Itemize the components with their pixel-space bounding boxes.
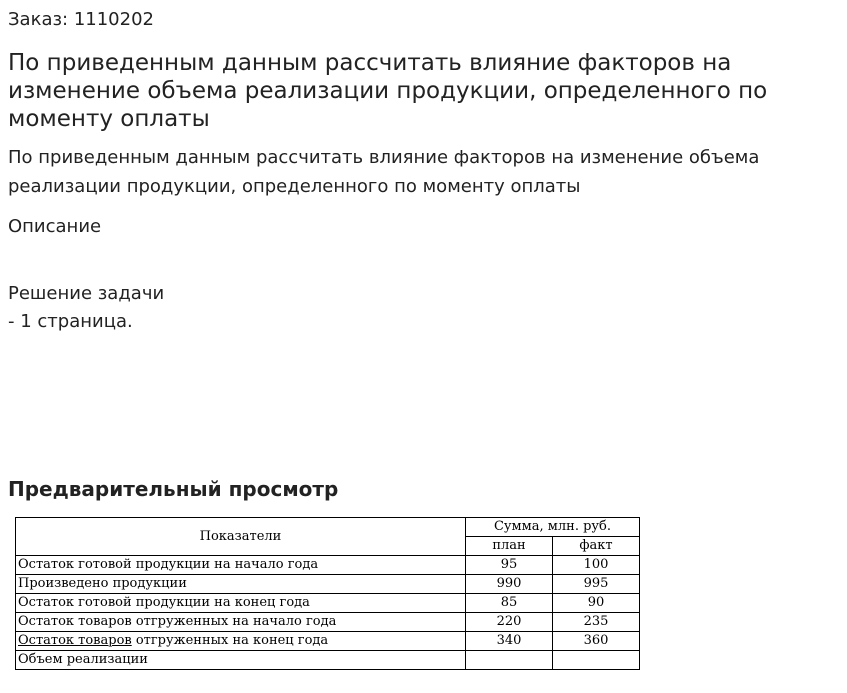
- row-fact: 360: [553, 632, 640, 651]
- header-indicator: Показатели: [16, 518, 466, 556]
- row-plan: 220: [466, 613, 553, 632]
- row-plan: 95: [466, 556, 553, 575]
- row-plan: 85: [466, 594, 553, 613]
- table-row: [16, 613, 640, 632]
- row-label: Остаток товаров отгруженных на начало года: [16, 613, 466, 632]
- row-plan: [466, 651, 553, 670]
- row-label-rest: отгруженных на конец года: [131, 633, 329, 648]
- page-title: По приведенным данным рассчитать влияние факторов на изменение объема реализации продукции, определенного по моменту оплаты: [8, 50, 768, 132]
- table-header-row: [16, 518, 640, 537]
- table-row: [16, 651, 640, 670]
- row-fact: [553, 651, 640, 670]
- row-label: Остаток готовой продукции на начало года: [16, 556, 466, 575]
- row-label: Остаток готовой продукции на конец года: [16, 594, 466, 613]
- row-fact: 235: [553, 613, 640, 632]
- table-row: [16, 575, 640, 594]
- preview-heading: Предварительный просмотр: [8, 477, 339, 501]
- table-row: [16, 594, 640, 613]
- row-plan: 990: [466, 575, 553, 594]
- table-row: [16, 632, 640, 651]
- table-row: [16, 556, 640, 575]
- row-label: [16, 632, 466, 651]
- row-label: Произведено продукции: [16, 575, 466, 594]
- row-plan: 340: [466, 632, 553, 651]
- row-label: Объем реализации: [16, 651, 466, 670]
- row-fact: 100: [553, 556, 640, 575]
- header-fact: факт: [553, 537, 640, 556]
- row-fact: 995: [553, 575, 640, 594]
- header-sum-group: Сумма, млн. руб.: [466, 518, 640, 537]
- row-fact: 90: [553, 594, 640, 613]
- row-label-underlined: Остаток товаров: [18, 633, 132, 648]
- solution-line-pages: - 1 страница.: [8, 311, 133, 332]
- description-heading: Описание: [8, 216, 102, 237]
- solution-line-title: Решение задачи: [8, 283, 165, 304]
- order-number: Заказ: 1110202: [8, 9, 154, 30]
- lead-text: По приведенным данным рассчитать влияние факторов на изменение объема реализации продукции, определенного по моменту оплаты: [8, 147, 760, 197]
- preview-table: [15, 517, 640, 670]
- solution-info: [8, 280, 164, 336]
- header-plan: план: [466, 537, 553, 556]
